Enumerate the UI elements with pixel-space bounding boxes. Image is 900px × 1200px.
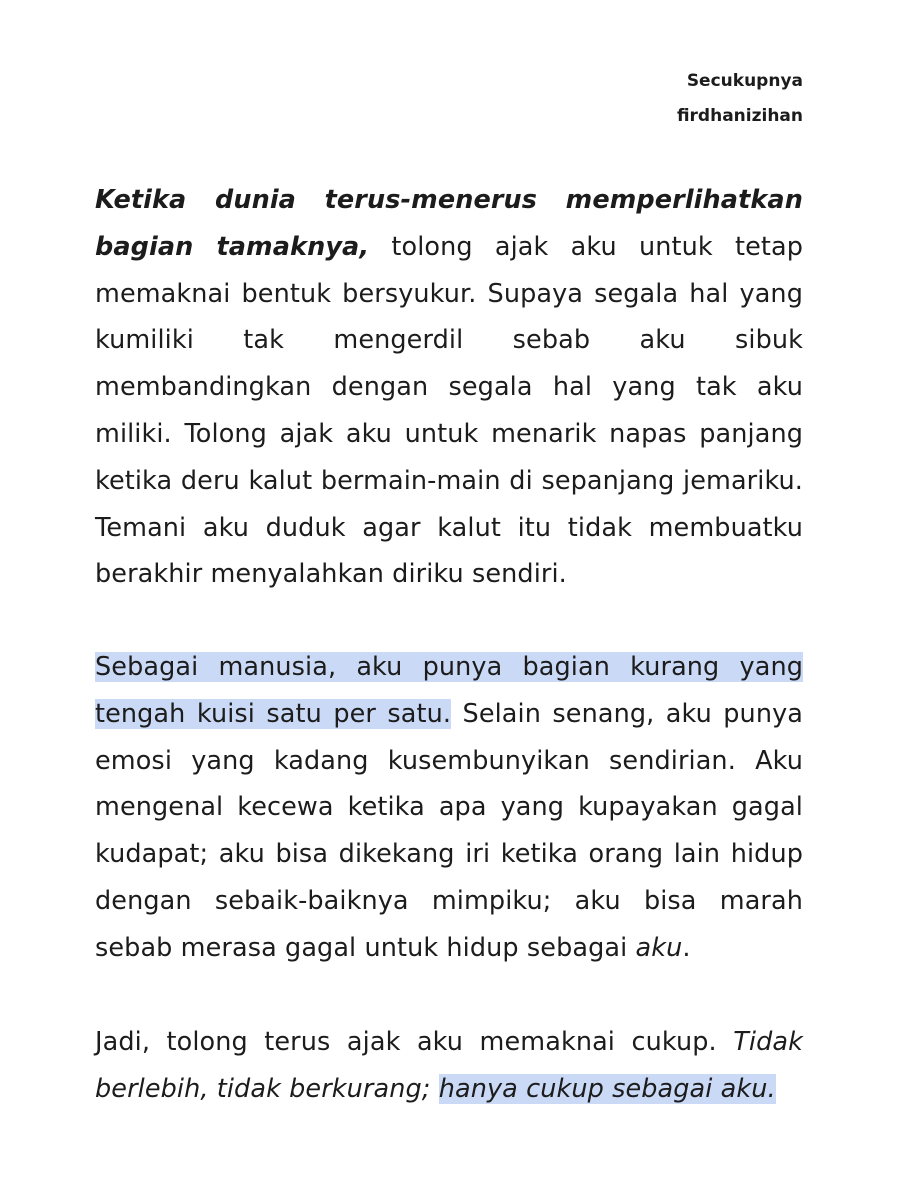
paragraph-1-text: tolong ajak aku untuk tetap memaknai bentuk bersyukur. Supaya segala hal yang kumiliki tak mengerdil sebab aku sibuk membandingkan dengan segala hal yang tak aku miliki. Tolong ajak aku untuk menarik napas panjang ketika deru kalut bermain-main di sepanjang jemariku. Temani aku duduk agar kalut itu tidak membuatku berakhir menyalahkan diriku sendiri.: [95, 231, 803, 590]
document-header: [677, 64, 803, 134]
paragraph-3-text: Jadi, tolong terus ajak aku memaknai cukup.: [95, 1027, 734, 1057]
paragraph-1-lead: Ketika dunia terus-menerus memperlihatkan bagian tamaknya,: [95, 185, 803, 262]
paragraph-3: [95, 1019, 803, 1113]
author-name: firdhanizihan: [676, 106, 803, 126]
paragraph-1: [95, 177, 803, 598]
paragraph-2-highlight: Sebagai manusia, aku punya bagian kurang yang tengah kuisi satu per satu.: [95, 652, 803, 729]
paragraph-2-italic-end: aku: [635, 932, 683, 963]
paragraph-2-text: Selain senang, aku punya emosi yang kadang kusembunyikan sendirian. Aku mengenal kecewa ketika apa yang kupayakan gagal kudapat; aku bisa dikekang iri ketika orang lain hidup dengan sebaik-baiknya mimpiku; aku bisa marah sebab merasa gagal untuk hidup sebagai: [95, 698, 803, 963]
paragraph-3-italic-highlight: hanya cukup sebagai aku.: [438, 1073, 776, 1104]
paragraph-2-end-punct: .: [682, 932, 691, 963]
paragraph-2: [95, 644, 803, 972]
paragraph-3-italic: Tidak berlebih, tidak berkurang;: [95, 1027, 803, 1104]
document-title: Secukupnya: [686, 71, 803, 91]
